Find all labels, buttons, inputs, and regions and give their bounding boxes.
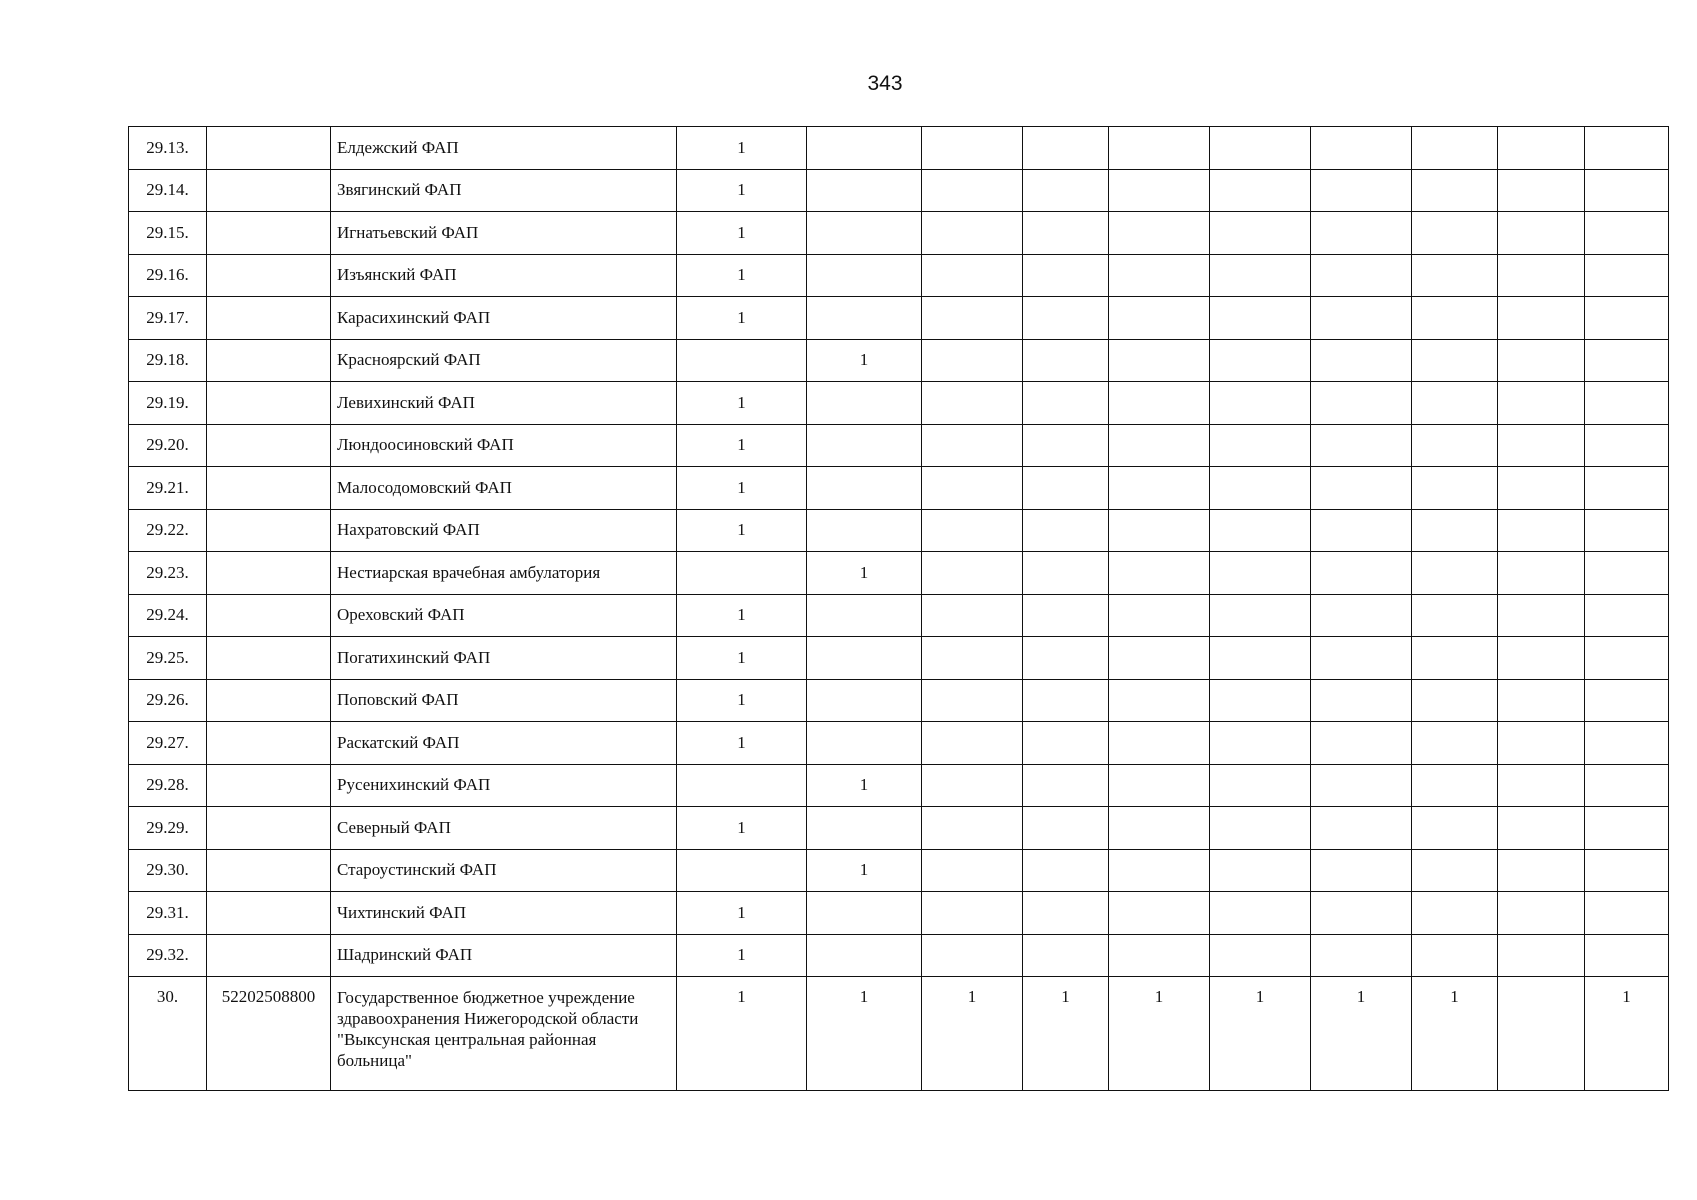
value-cell-7 (1311, 594, 1412, 637)
value-cell-8 (1412, 892, 1498, 935)
value-cell-4 (1023, 849, 1109, 892)
value-cell-7 (1311, 679, 1412, 722)
value-cell-10 (1585, 169, 1669, 212)
facility-name-cell: Чихтинский ФАП (331, 892, 677, 935)
value-cell-1: 1 (677, 169, 807, 212)
value-cell-3 (922, 424, 1023, 467)
value-cell-4 (1023, 382, 1109, 425)
table-row (129, 127, 1669, 170)
value-cell-4 (1023, 552, 1109, 595)
row-number-cell: 29.14. (129, 169, 207, 212)
value-cell-6 (1210, 467, 1311, 510)
value-cell-6 (1210, 637, 1311, 680)
row-code-cell (207, 892, 331, 935)
value-cell-7 (1311, 297, 1412, 340)
value-cell-2 (807, 467, 922, 510)
value-cell-6 (1210, 509, 1311, 552)
value-cell-9 (1498, 212, 1585, 255)
value-cell-9 (1498, 637, 1585, 680)
value-cell-7 (1311, 339, 1412, 382)
value-cell-7 (1311, 722, 1412, 765)
value-cell-3 (922, 892, 1023, 935)
value-cell-10 (1585, 934, 1669, 977)
value-cell-2 (807, 594, 922, 637)
value-cell-4 (1023, 807, 1109, 850)
value-cell-6 (1210, 722, 1311, 765)
value-cell-5 (1109, 467, 1210, 510)
value-cell-10: 1 (1585, 977, 1669, 1091)
row-code-cell (207, 339, 331, 382)
value-cell-8 (1412, 339, 1498, 382)
value-cell-5 (1109, 382, 1210, 425)
value-cell-10 (1585, 467, 1669, 510)
row-code-cell (207, 424, 331, 467)
row-number-cell: 29.16. (129, 254, 207, 297)
row-code-cell (207, 212, 331, 255)
value-cell-2 (807, 127, 922, 170)
value-cell-6 (1210, 382, 1311, 425)
value-cell-4 (1023, 509, 1109, 552)
value-cell-5 (1109, 637, 1210, 680)
value-cell-7 (1311, 807, 1412, 850)
value-cell-10 (1585, 254, 1669, 297)
value-cell-10 (1585, 382, 1669, 425)
row-code-cell (207, 467, 331, 510)
value-cell-6 (1210, 594, 1311, 637)
table-row (129, 977, 1669, 1091)
value-cell-6 (1210, 212, 1311, 255)
value-cell-6 (1210, 254, 1311, 297)
facility-name-cell: Левихинский ФАП (331, 382, 677, 425)
value-cell-8 (1412, 297, 1498, 340)
row-code-cell (207, 509, 331, 552)
value-cell-9 (1498, 382, 1585, 425)
facility-name-cell: Люндоосиновский ФАП (331, 424, 677, 467)
value-cell-2: 1 (807, 849, 922, 892)
facility-name-cell: Нахратовский ФАП (331, 509, 677, 552)
table-row (129, 169, 1669, 212)
value-cell-3 (922, 297, 1023, 340)
value-cell-8 (1412, 764, 1498, 807)
row-code-cell (207, 382, 331, 425)
value-cell-4 (1023, 127, 1109, 170)
value-cell-8 (1412, 424, 1498, 467)
value-cell-5 (1109, 764, 1210, 807)
value-cell-6 (1210, 339, 1311, 382)
row-number-cell: 29.25. (129, 637, 207, 680)
facility-name-cell: Государственное бюджетное учреждение здравоохранения Нижегородской области "Выксунская центральная районная больница" (331, 977, 677, 1091)
row-number-cell: 29.30. (129, 849, 207, 892)
value-cell-10 (1585, 127, 1669, 170)
table-row (129, 552, 1669, 595)
value-cell-4 (1023, 212, 1109, 255)
value-cell-3 (922, 212, 1023, 255)
value-cell-2: 1 (807, 977, 922, 1091)
value-cell-9 (1498, 339, 1585, 382)
value-cell-9 (1498, 764, 1585, 807)
value-cell-4 (1023, 764, 1109, 807)
value-cell-8 (1412, 509, 1498, 552)
table-row (129, 254, 1669, 297)
value-cell-10 (1585, 764, 1669, 807)
value-cell-7 (1311, 424, 1412, 467)
value-cell-9 (1498, 552, 1585, 595)
value-cell-1: 1 (677, 637, 807, 680)
value-cell-10 (1585, 679, 1669, 722)
value-cell-5 (1109, 594, 1210, 637)
value-cell-7 (1311, 892, 1412, 935)
row-code-cell (207, 934, 331, 977)
value-cell-8 (1412, 849, 1498, 892)
value-cell-6 (1210, 552, 1311, 595)
value-cell-6 (1210, 127, 1311, 170)
facility-name-cell: Малосодомовский ФАП (331, 467, 677, 510)
value-cell-8 (1412, 127, 1498, 170)
row-code-cell (207, 849, 331, 892)
value-cell-3 (922, 382, 1023, 425)
value-cell-2: 1 (807, 339, 922, 382)
value-cell-1: 1 (677, 892, 807, 935)
value-cell-4 (1023, 637, 1109, 680)
value-cell-7 (1311, 254, 1412, 297)
table-row (129, 594, 1669, 637)
value-cell-10 (1585, 509, 1669, 552)
value-cell-10 (1585, 892, 1669, 935)
value-cell-9 (1498, 849, 1585, 892)
value-cell-3 (922, 552, 1023, 595)
row-number-cell: 29.22. (129, 509, 207, 552)
value-cell-1 (677, 764, 807, 807)
value-cell-4 (1023, 679, 1109, 722)
value-cell-9 (1498, 297, 1585, 340)
row-number-cell: 30. (129, 977, 207, 1091)
value-cell-7 (1311, 212, 1412, 255)
value-cell-1: 1 (677, 934, 807, 977)
value-cell-1 (677, 552, 807, 595)
value-cell-5 (1109, 127, 1210, 170)
value-cell-4 (1023, 424, 1109, 467)
value-cell-7 (1311, 169, 1412, 212)
value-cell-7 (1311, 849, 1412, 892)
row-code-cell: 52202508800 (207, 977, 331, 1091)
value-cell-2 (807, 934, 922, 977)
row-code-cell (207, 637, 331, 680)
value-cell-2: 1 (807, 764, 922, 807)
row-number-cell: 29.28. (129, 764, 207, 807)
facility-name-cell: Поповский ФАП (331, 679, 677, 722)
value-cell-7 (1311, 764, 1412, 807)
value-cell-2 (807, 892, 922, 935)
value-cell-8 (1412, 552, 1498, 595)
value-cell-8 (1412, 169, 1498, 212)
value-cell-9 (1498, 807, 1585, 850)
value-cell-4 (1023, 722, 1109, 765)
value-cell-9 (1498, 254, 1585, 297)
facility-name-cell: Звягинский ФАП (331, 169, 677, 212)
value-cell-10 (1585, 849, 1669, 892)
value-cell-1: 1 (677, 807, 807, 850)
row-number-cell: 29.27. (129, 722, 207, 765)
value-cell-5: 1 (1109, 977, 1210, 1091)
value-cell-2 (807, 807, 922, 850)
row-number-cell: 29.32. (129, 934, 207, 977)
value-cell-3 (922, 764, 1023, 807)
value-cell-8 (1412, 467, 1498, 510)
value-cell-3 (922, 254, 1023, 297)
value-cell-10 (1585, 637, 1669, 680)
value-cell-1: 1 (677, 509, 807, 552)
value-cell-2 (807, 212, 922, 255)
value-cell-9 (1498, 467, 1585, 510)
value-cell-8 (1412, 637, 1498, 680)
row-number-cell: 29.21. (129, 467, 207, 510)
value-cell-5 (1109, 849, 1210, 892)
row-number-cell: 29.15. (129, 212, 207, 255)
value-cell-3 (922, 807, 1023, 850)
value-cell-3 (922, 169, 1023, 212)
value-cell-2: 1 (807, 552, 922, 595)
facility-name-cell: Ореховский ФАП (331, 594, 677, 637)
value-cell-7: 1 (1311, 977, 1412, 1091)
value-cell-1: 1 (677, 679, 807, 722)
table-row (129, 509, 1669, 552)
value-cell-8 (1412, 382, 1498, 425)
value-cell-4 (1023, 254, 1109, 297)
value-cell-1: 1 (677, 722, 807, 765)
facility-name-cell: Русенихинский ФАП (331, 764, 677, 807)
row-number-cell: 29.18. (129, 339, 207, 382)
table-row (129, 339, 1669, 382)
value-cell-2 (807, 169, 922, 212)
table-row (129, 467, 1669, 510)
facility-name-cell: Северный ФАП (331, 807, 677, 850)
table-row (129, 382, 1669, 425)
value-cell-5 (1109, 722, 1210, 765)
value-cell-4 (1023, 594, 1109, 637)
value-cell-6: 1 (1210, 977, 1311, 1091)
table-row (129, 807, 1669, 850)
value-cell-1: 1 (677, 424, 807, 467)
value-cell-9 (1498, 977, 1585, 1091)
row-number-cell: 29.19. (129, 382, 207, 425)
value-cell-8 (1412, 594, 1498, 637)
row-number-cell: 29.13. (129, 127, 207, 170)
value-cell-2 (807, 637, 922, 680)
value-cell-1: 1 (677, 977, 807, 1091)
table-row (129, 722, 1669, 765)
value-cell-5 (1109, 509, 1210, 552)
table-row (129, 297, 1669, 340)
value-cell-3 (922, 637, 1023, 680)
value-cell-6 (1210, 807, 1311, 850)
table-row (129, 424, 1669, 467)
facility-name-cell: Раскатский ФАП (331, 722, 677, 765)
value-cell-1 (677, 339, 807, 382)
value-cell-10 (1585, 594, 1669, 637)
value-cell-2 (807, 679, 922, 722)
value-cell-7 (1311, 637, 1412, 680)
facility-name-cell: Шадринский ФАП (331, 934, 677, 977)
value-cell-9 (1498, 934, 1585, 977)
value-cell-1 (677, 849, 807, 892)
row-number-cell: 29.24. (129, 594, 207, 637)
value-cell-1: 1 (677, 467, 807, 510)
value-cell-4 (1023, 934, 1109, 977)
value-cell-7 (1311, 382, 1412, 425)
value-cell-4 (1023, 467, 1109, 510)
row-code-cell (207, 297, 331, 340)
row-code-cell (207, 807, 331, 850)
value-cell-5 (1109, 169, 1210, 212)
table-row (129, 934, 1669, 977)
value-cell-9 (1498, 892, 1585, 935)
value-cell-7 (1311, 552, 1412, 595)
value-cell-4 (1023, 297, 1109, 340)
value-cell-3 (922, 594, 1023, 637)
value-cell-4 (1023, 339, 1109, 382)
value-cell-6 (1210, 679, 1311, 722)
value-cell-8: 1 (1412, 977, 1498, 1091)
facility-name-cell: Нестиарская врачебная амбулатория (331, 552, 677, 595)
row-number-cell: 29.26. (129, 679, 207, 722)
value-cell-3 (922, 849, 1023, 892)
value-cell-10 (1585, 339, 1669, 382)
table-row (129, 637, 1669, 680)
row-code-cell (207, 764, 331, 807)
value-cell-10 (1585, 212, 1669, 255)
table-body (129, 127, 1669, 1091)
value-cell-3 (922, 679, 1023, 722)
facility-name-cell: Изъянский ФАП (331, 254, 677, 297)
value-cell-1: 1 (677, 254, 807, 297)
value-cell-5 (1109, 807, 1210, 850)
value-cell-4 (1023, 892, 1109, 935)
value-cell-9 (1498, 594, 1585, 637)
value-cell-9 (1498, 509, 1585, 552)
value-cell-9 (1498, 424, 1585, 467)
value-cell-10 (1585, 807, 1669, 850)
row-number-cell: 29.29. (129, 807, 207, 850)
value-cell-7 (1311, 127, 1412, 170)
value-cell-6 (1210, 934, 1311, 977)
value-cell-5 (1109, 297, 1210, 340)
facility-name-cell: Карасихинский ФАП (331, 297, 677, 340)
value-cell-7 (1311, 509, 1412, 552)
value-cell-7 (1311, 467, 1412, 510)
row-number-cell: 29.17. (129, 297, 207, 340)
value-cell-5 (1109, 339, 1210, 382)
value-cell-2 (807, 509, 922, 552)
value-cell-2 (807, 254, 922, 297)
value-cell-9 (1498, 169, 1585, 212)
value-cell-5 (1109, 679, 1210, 722)
value-cell-5 (1109, 254, 1210, 297)
value-cell-1: 1 (677, 212, 807, 255)
value-cell-8 (1412, 722, 1498, 765)
value-cell-5 (1109, 212, 1210, 255)
value-cell-6 (1210, 297, 1311, 340)
value-cell-5 (1109, 552, 1210, 595)
table-row (129, 679, 1669, 722)
row-code-cell (207, 552, 331, 595)
value-cell-6 (1210, 892, 1311, 935)
row-number-cell: 29.31. (129, 892, 207, 935)
row-code-cell (207, 127, 331, 170)
row-number-cell: 29.20. (129, 424, 207, 467)
value-cell-3 (922, 509, 1023, 552)
value-cell-4 (1023, 169, 1109, 212)
value-cell-3 (922, 127, 1023, 170)
value-cell-3 (922, 934, 1023, 977)
value-cell-1: 1 (677, 594, 807, 637)
table-row (129, 892, 1669, 935)
value-cell-7 (1311, 934, 1412, 977)
table-row (129, 212, 1669, 255)
value-cell-9 (1498, 679, 1585, 722)
value-cell-6 (1210, 849, 1311, 892)
table-row (129, 849, 1669, 892)
row-code-cell (207, 169, 331, 212)
value-cell-8 (1412, 807, 1498, 850)
value-cell-3 (922, 722, 1023, 765)
value-cell-10 (1585, 297, 1669, 340)
value-cell-6 (1210, 169, 1311, 212)
row-code-cell (207, 594, 331, 637)
value-cell-10 (1585, 424, 1669, 467)
value-cell-3 (922, 339, 1023, 382)
row-code-cell (207, 722, 331, 765)
value-cell-8 (1412, 212, 1498, 255)
facility-name-cell: Красноярский ФАП (331, 339, 677, 382)
value-cell-9 (1498, 127, 1585, 170)
value-cell-2 (807, 297, 922, 340)
value-cell-8 (1412, 679, 1498, 722)
value-cell-10 (1585, 552, 1669, 595)
facility-name-cell: Погатихинский ФАП (331, 637, 677, 680)
value-cell-5 (1109, 892, 1210, 935)
value-cell-2 (807, 382, 922, 425)
row-number-cell: 29.23. (129, 552, 207, 595)
facility-table (128, 126, 1669, 1091)
row-code-cell (207, 254, 331, 297)
value-cell-2 (807, 424, 922, 467)
value-cell-1: 1 (677, 382, 807, 425)
value-cell-2 (807, 722, 922, 765)
value-cell-1: 1 (677, 297, 807, 340)
value-cell-4: 1 (1023, 977, 1109, 1091)
value-cell-3: 1 (922, 977, 1023, 1091)
value-cell-5 (1109, 934, 1210, 977)
value-cell-9 (1498, 722, 1585, 765)
value-cell-10 (1585, 722, 1669, 765)
value-cell-6 (1210, 764, 1311, 807)
value-cell-5 (1109, 424, 1210, 467)
row-code-cell (207, 679, 331, 722)
facility-name-cell: Игнатьевский ФАП (331, 212, 677, 255)
value-cell-6 (1210, 424, 1311, 467)
value-cell-8 (1412, 254, 1498, 297)
value-cell-3 (922, 467, 1023, 510)
value-cell-8 (1412, 934, 1498, 977)
page-number: 343 (867, 72, 903, 95)
table-row (129, 764, 1669, 807)
value-cell-1: 1 (677, 127, 807, 170)
facility-name-cell: Елдежский ФАП (331, 127, 677, 170)
facility-name-cell: Староустинский ФАП (331, 849, 677, 892)
